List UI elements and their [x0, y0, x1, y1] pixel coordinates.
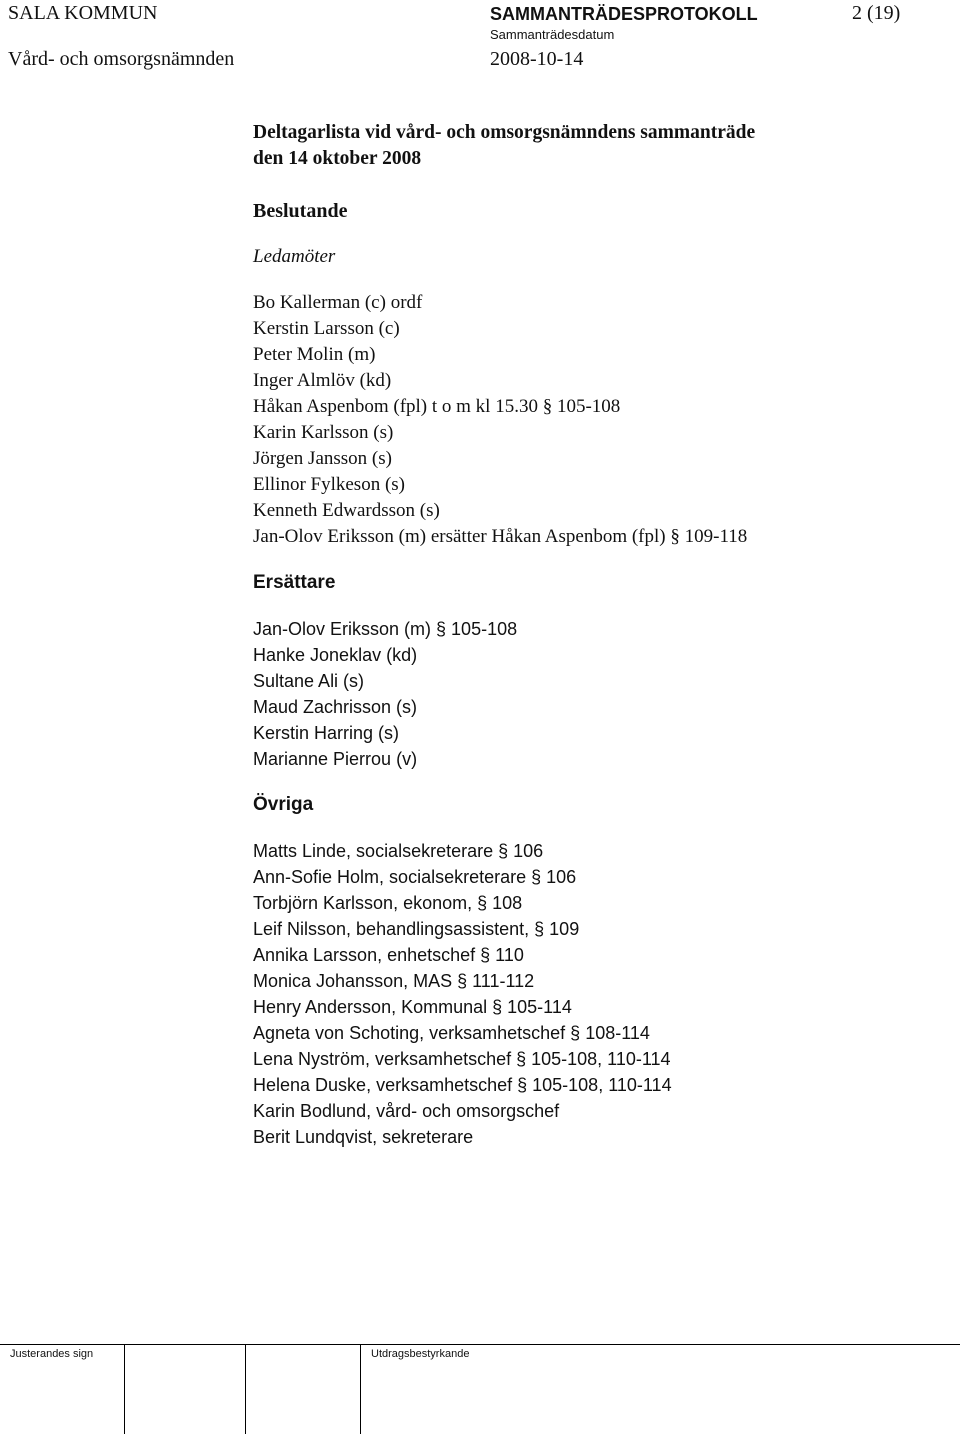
title-line-1: Deltagarlista vid vård- och omsorgsnämndens sammanträde: [253, 122, 756, 143]
list-item: Sultane Ali (s): [253, 671, 365, 691]
meeting-date: 2008-10-14: [490, 48, 584, 70]
justerandes-sign-cell: [0, 1345, 125, 1434]
list-item: Kenneth Edwardsson (s): [253, 500, 440, 521]
document-type: SAMMANTRÄDESPROTOKOLL: [490, 4, 758, 24]
list-item: Inger Almlöv (kd): [253, 370, 392, 391]
ovriga-list: [253, 838, 943, 1150]
list-item: Lena Nyström, verksamhetschef § 105-108, 110-114: [253, 1049, 671, 1069]
list-item: Ellinor Fylkeson (s): [253, 474, 405, 495]
document-body: [253, 120, 943, 1150]
list-item: Henry Andersson, Kommunal § 105-114: [253, 997, 572, 1017]
list-item: Kerstin Larsson (c): [253, 318, 400, 339]
list-item: Karin Bodlund, vård- och omsorgschef: [253, 1101, 560, 1121]
list-item: Hanke Joneklav (kd): [253, 645, 418, 665]
signature-cell-3: [246, 1345, 361, 1434]
list-item: Bo Kallerman (c) ordf: [253, 292, 423, 313]
meeting-date-label: Sammanträdesdatum: [490, 27, 615, 42]
list-item: Torbjörn Karlsson, ekonom, § 108: [253, 893, 523, 913]
list-item: Annika Larsson, enhetschef § 110: [253, 945, 524, 965]
list-item: Jan-Olov Eriksson (m) ersätter Håkan Aspenbom (fpl) § 109-118: [253, 526, 748, 547]
beslutande-heading: Beslutande: [253, 200, 348, 222]
ersattare-heading: Ersättare: [253, 572, 336, 593]
utdragsbestyrkande-label: Utdragsbestyrkande: [371, 1348, 470, 1360]
list-item: Monica Johansson, MAS § 111-112: [253, 971, 535, 991]
list-item: Marianne Pierrou (v): [253, 749, 418, 769]
page-number: 2 (19): [852, 2, 901, 24]
signature-footer: [0, 1344, 960, 1434]
list-item: Peter Molin (m): [253, 344, 376, 365]
list-item: Matts Linde, socialsekreterare § 106: [253, 841, 544, 861]
list-item: Karin Karlsson (s): [253, 422, 394, 443]
list-item: Agneta von Schoting, verksamhetschef § 108-114: [253, 1023, 650, 1043]
ledamoter-subheading: Ledamöter: [253, 246, 336, 267]
list-item: Helena Duske, verksamhetschef § 105-108, 110-114: [253, 1075, 672, 1095]
signature-cell-2: [125, 1345, 246, 1434]
list-item: Jan-Olov Eriksson (m) § 105-108: [253, 619, 518, 639]
list-item: Kerstin Harring (s): [253, 723, 400, 743]
list-item: Berit Lundqvist, sekreterare: [253, 1127, 474, 1147]
ledamoter-list: [253, 290, 943, 550]
list-item: Leif Nilsson, behandlingsassistent, § 109: [253, 919, 580, 939]
ersattare-list: [253, 616, 943, 772]
list-item: Håkan Aspenbom (fpl) t o m kl 15.30 § 105-108: [253, 396, 621, 417]
list-item: Maud Zachrisson (s): [253, 697, 418, 717]
committee-name: Vård- och omsorgsnämnden: [8, 48, 235, 70]
title-line-2: den 14 oktober 2008: [253, 148, 422, 169]
utdragsbestyrkande-cell: [361, 1345, 960, 1434]
document-title: [253, 120, 943, 172]
ovriga-heading: Övriga: [253, 794, 314, 815]
list-item: Ann-Sofie Holm, socialsekreterare § 106: [253, 867, 577, 887]
justerandes-sign-label: Justerandes sign: [10, 1348, 94, 1360]
list-item: Jörgen Jansson (s): [253, 448, 392, 469]
organization-name: SALA KOMMUN: [8, 2, 158, 24]
